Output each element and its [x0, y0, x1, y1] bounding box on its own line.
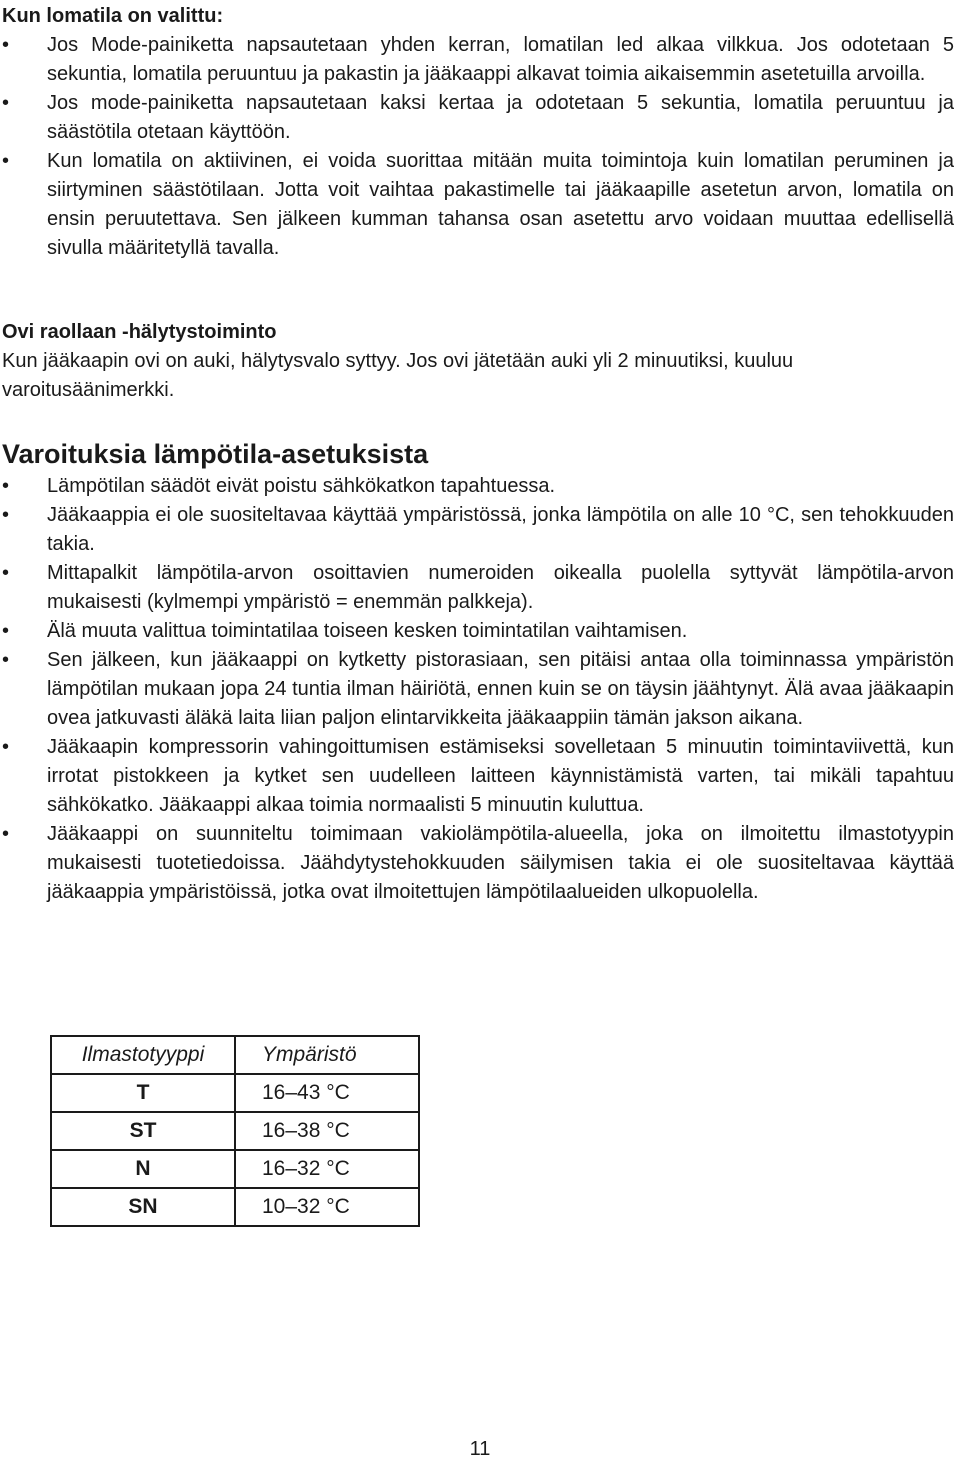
- list-item-text: Jääkaapin kompressorin vahingoittumisen estämiseksi sovelletaan 5 minuutin toimintaviivettä, kun irrotat pistokkeen ja kytket sen uudelleen laitteen käynnistämistä varten, tai mikäli tapahtuu sähkökatko. Jääkaappi alkaa toimia normaalisti 5 minuutin kuluttua.: [47, 736, 954, 816]
- bullet-icon: •: [2, 34, 10, 56]
- list-item: [2, 89, 954, 147]
- table-row: [51, 1074, 419, 1112]
- list-item: [2, 559, 954, 617]
- climate-class-cell: N: [51, 1150, 235, 1188]
- page-number: 11: [469, 1438, 491, 1460]
- list-item: [2, 31, 954, 89]
- bullet-icon: •: [2, 620, 10, 642]
- list-item-text: Sen jälkeen, kun jääkaappi on kytketty pistorasiaan, sen pitäisi antaa olla toiminnassa ympäristön lämpötilan mukaan jopa 24 tuntia ilman häiriötä, ennen kuin se on täysin jäähtynyt. Älä avaa jääkaapin ovea jatkuvasti äläkä laita liian paljon elintarvikkeita jääkaappiin tämän jakson aikana.: [47, 649, 954, 729]
- list-item-text: Jääkaappi on suunniteltu toimimaan vakiolämpötila-alueella, joka on ilmoitettu ilmastotyypin mukaisesti tuotetiedoissa. Jäähdytystehokkuuden säilymisen takia ei ole suositeltavaa käyttää jääkaappia ympäristöissä, jotka ovat ilmoitettujen lämpötilaalueiden ulkopuolella.: [47, 823, 954, 903]
- list-item: [2, 820, 954, 907]
- table-header-row: [51, 1036, 419, 1074]
- header-ambient-range: Ympäristö: [235, 1036, 419, 1074]
- ambient-range-cell: 16–38 °C: [235, 1112, 419, 1150]
- list-item: [2, 472, 954, 501]
- door-alarm-text: Kun jääkaapin ovi on auki, hälytysvalo syttyy. Jos ovi jätetään auki yli 2 minuutiksi, kuuluu varoitusäänimerkki.: [2, 350, 794, 401]
- list-item-text: Älä muuta valittua toimintatilaa toiseen kesken toimintatilan vaihtamisen.: [47, 620, 688, 642]
- table-row: [51, 1150, 419, 1188]
- table-row: [51, 1112, 419, 1150]
- list-item-text: Jääkaappia ei ole suositeltavaa käyttää ympäristössä, jonka lämpötila on alle 10 °C, sen tehokkuuden takia.: [47, 504, 954, 555]
- door-alarm-section: [2, 318, 954, 405]
- ambient-range-cell: 16–32 °C: [235, 1150, 419, 1188]
- list-item-text: Lämpötilan säädöt eivät poistu sähkökatkon tapahtuessa.: [47, 475, 556, 497]
- temperature-warnings-section: [2, 437, 954, 907]
- bullet-icon: •: [2, 562, 10, 584]
- door-alarm-heading: Ovi raollaan -hälytystoiminto: [2, 321, 277, 343]
- ambient-range-cell: 16–43 °C: [235, 1074, 419, 1112]
- list-item-text: Jos Mode-painiketta napsautetaan yhden kerran, lomatilan led alkaa vilkkua. Jos odotetaan 5 sekuntia, lomatila peruuntuu ja pakastin ja jääkaappi alkavat toimia aikaisemmin asetetuilla arvoilla.: [47, 34, 954, 85]
- bullet-icon: •: [2, 736, 10, 758]
- table-row: [51, 1188, 419, 1226]
- bullet-icon: •: [2, 475, 10, 497]
- header-climate-class: Ilmastotyyppi: [51, 1036, 235, 1074]
- list-item: [2, 501, 954, 559]
- bullet-icon: •: [2, 150, 10, 172]
- ambient-range-cell: 10–32 °C: [235, 1188, 419, 1226]
- climate-class-cell: ST: [51, 1112, 235, 1150]
- temperature-warnings-heading: Varoituksia lämpötila-asetuksista: [2, 439, 429, 469]
- list-item-text: Mittapalkit lämpötila-arvon osoittavien numeroiden oikealla puolella syttyvät lämpötila-arvon mukaisesti (kylmempi ympäristö = enemmän palkkeja).: [47, 562, 954, 613]
- climate-class-cell: SN: [51, 1188, 235, 1226]
- list-item: [2, 617, 954, 646]
- list-item: [2, 733, 954, 820]
- temperature-warnings-list: [2, 472, 954, 907]
- climate-class-table: [50, 1035, 420, 1227]
- list-item-text: Jos mode-painiketta napsautetaan kaksi kertaa ja odotetaan 5 sekuntia, lomatila peruuntuu ja säästötila otetaan käyttöön.: [47, 92, 954, 143]
- bullet-icon: •: [2, 92, 10, 114]
- list-item: [2, 147, 954, 263]
- vacation-mode-list: [2, 31, 954, 263]
- bullet-icon: •: [2, 823, 10, 845]
- vacation-mode-heading: Kun lomatila on valittu:: [2, 5, 224, 27]
- bullet-icon: •: [2, 504, 10, 526]
- bullet-icon: •: [2, 649, 10, 671]
- list-item-text: Kun lomatila on aktiivinen, ei voida suorittaa mitään muita toimintoja kuin lomatilan peruminen ja siirtyminen säästötilaan. Jotta voit vaihtaa pakastimelle tai jääkaapille asetetun arvon, lomatila on ensin peruutettava. Sen jälkeen kumman tahansa osan asetettu arvo voidaan muuttaa edellisellä sivulla määritetyllä tavalla.: [47, 150, 954, 259]
- list-item: [2, 646, 954, 733]
- vacation-mode-section: [2, 2, 954, 263]
- climate-class-cell: T: [51, 1074, 235, 1112]
